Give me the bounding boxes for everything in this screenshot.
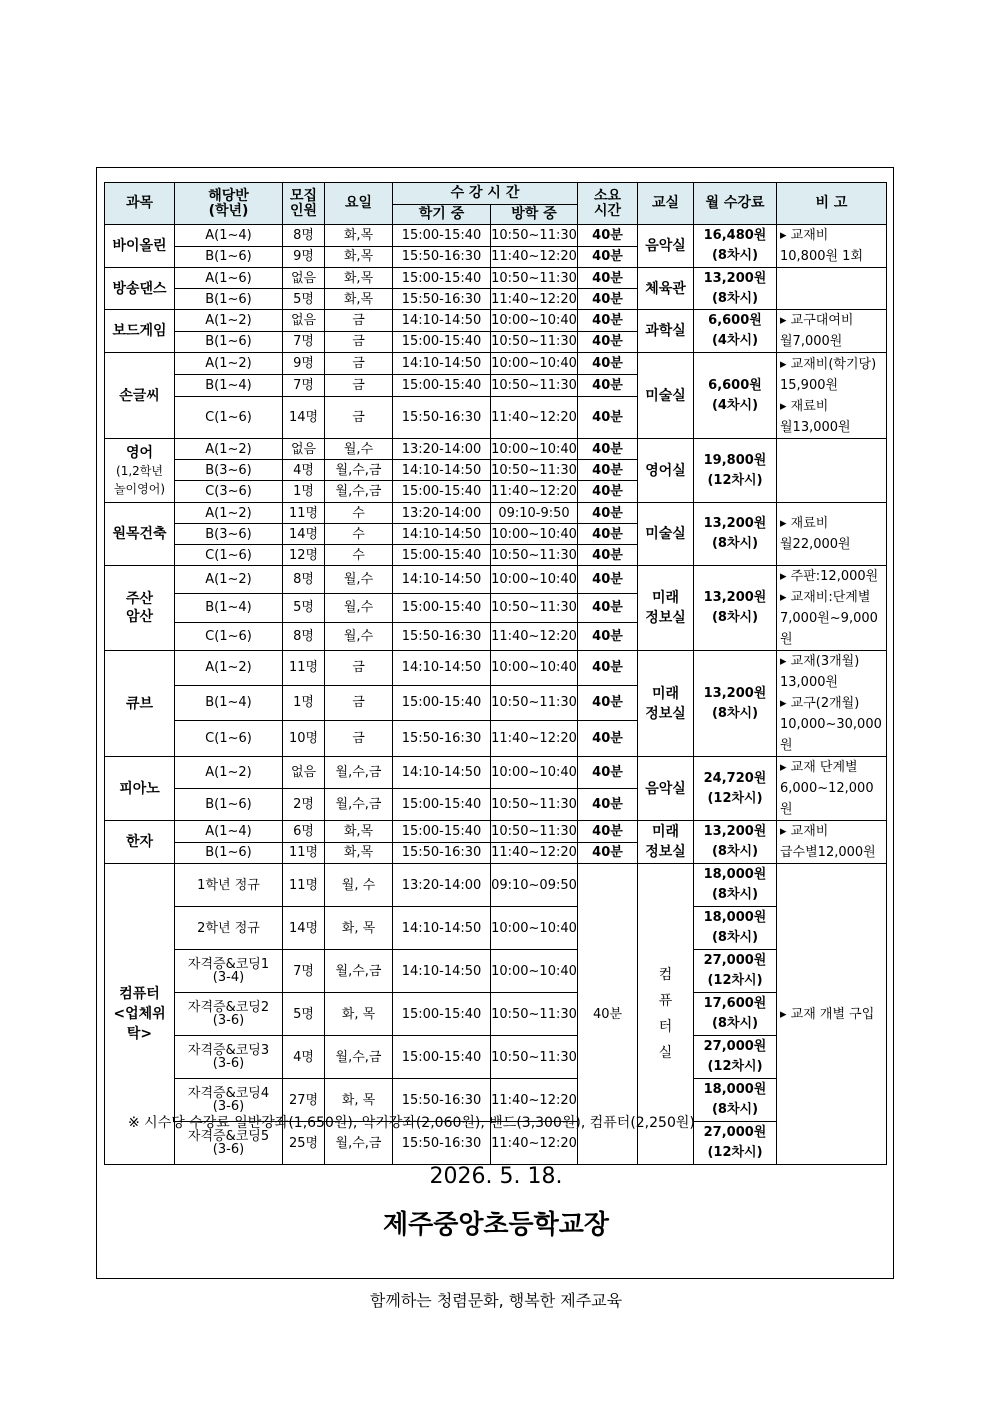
capacity-cell: 2명 — [283, 789, 325, 821]
note-cell: ▸ 교재비 10,800원 1회 — [777, 225, 887, 268]
header-vacation: 방학 중 — [491, 205, 578, 225]
class-cell: C(1~6) — [175, 622, 283, 650]
table-row — [105, 439, 887, 460]
semester-time-cell: 13:20-14:00 — [393, 864, 491, 907]
duration-cell: 40분 — [578, 439, 638, 460]
days-cell: 월,수 — [325, 566, 393, 594]
duration-cell: 40분 — [578, 545, 638, 566]
vacation-time-cell: 11:40~12:20 — [491, 246, 578, 268]
vacation-time-cell: 10:00~10:40 — [491, 950, 578, 993]
duration-cell: 40분 — [578, 246, 638, 268]
class-cell: B(1~6) — [175, 789, 283, 821]
subject-name: 원목건축 — [112, 526, 167, 542]
subject-subtitle: (1,2학년 놀이영어) — [113, 463, 166, 496]
days-cell: 금 — [325, 353, 393, 375]
fee-cell: 18,000원 (8차시) — [694, 907, 777, 950]
fee-cell: 13,200원 (8차시) — [694, 268, 777, 310]
capacity-cell: 없음 — [283, 268, 325, 289]
class-cell: B(1~6) — [175, 246, 283, 268]
semester-time-cell: 15:50-16:30 — [393, 246, 491, 268]
capacity-cell: 27명 — [283, 1079, 325, 1122]
fee-cell: 13,200원 (8차시) — [694, 566, 777, 651]
class-cell: 자격증&코딩2 (3-6) — [175, 993, 283, 1036]
table-row — [105, 503, 887, 524]
capacity-cell: 8명 — [283, 622, 325, 650]
class-cell: A(1~2) — [175, 757, 283, 789]
class-cell: A(1~6) — [175, 268, 283, 289]
semester-time-cell: 15:00-15:40 — [393, 331, 491, 353]
room-cell: 음악실 — [638, 757, 694, 821]
vacation-time-cell: 11:40~12:20 — [491, 1079, 578, 1122]
capacity-cell: 11명 — [283, 864, 325, 907]
vacation-time-cell: 10:50~11:30 — [491, 821, 578, 843]
computer-room-label: 컴퓨터실 — [658, 967, 673, 1061]
subject-name: 바이올린 — [112, 238, 167, 254]
class-cell: B(1~6) — [175, 842, 283, 864]
semester-time-cell: 15:00-15:40 — [393, 594, 491, 622]
subject-name: 한자 — [125, 834, 154, 850]
vacation-time-cell: 10:50~11:30 — [491, 594, 578, 622]
days-cell: 금 — [325, 720, 393, 756]
class-cell: B(1~4) — [175, 594, 283, 622]
days-cell: 월,수,금 — [325, 789, 393, 821]
vacation-time-cell: 10:50~11:30 — [491, 460, 578, 481]
capacity-cell: 4명 — [283, 460, 325, 481]
table-row — [105, 225, 887, 247]
semester-time-cell: 14:10-14:50 — [393, 950, 491, 993]
semester-time-cell: 15:00-15:40 — [393, 993, 491, 1036]
fee-cell: 27,000원 (12차시) — [694, 950, 777, 993]
days-cell: 금 — [325, 331, 393, 353]
table-row — [105, 1036, 887, 1079]
table-row — [105, 821, 887, 843]
semester-time-cell: 15:50-16:30 — [393, 289, 491, 310]
subject-name: 피아노 — [119, 780, 160, 797]
room-cell: 미술실 — [638, 503, 694, 566]
note-cell: ▸ 교재비(학기당) 15,900원 ▸ 재료비 월13,000원 — [777, 353, 887, 439]
class-cell: B(1~6) — [175, 331, 283, 353]
days-cell: 월,수,금 — [325, 757, 393, 789]
room-cell: 미래 정보실 — [638, 651, 694, 757]
fee-cell: 27,000원 (12차시) — [694, 1122, 777, 1165]
fee-cell: 18,000원 (8차시) — [694, 1079, 777, 1122]
note-cell: ▸ 교구대여비 월7,000원 — [777, 310, 887, 353]
days-cell: 화,목 — [325, 225, 393, 247]
table-row — [105, 993, 887, 1036]
capacity-cell: 14명 — [283, 397, 325, 439]
document-date: 2026. 5. 18. — [429, 1164, 563, 1189]
subject-cell — [105, 651, 175, 757]
table-row — [105, 864, 887, 907]
duration-cell: 40분 — [578, 594, 638, 622]
vacation-time-cell: 10:00~10:40 — [491, 566, 578, 594]
note-cell: ▸ 교재(3개월) 13,000원 ▸ 교구(2개월) 10,000~30,000원 — [777, 651, 887, 757]
duration-cell: 40분 — [578, 289, 638, 310]
capacity-cell: 12명 — [283, 545, 325, 566]
duration-cell: 40분 — [578, 397, 638, 439]
capacity-cell: 1명 — [283, 685, 325, 720]
vacation-time-cell: 10:50~11:30 — [491, 1036, 578, 1079]
capacity-cell: 5명 — [283, 993, 325, 1036]
duration-cell: 40분 — [578, 842, 638, 864]
semester-time-cell: 14:10-14:50 — [393, 524, 491, 545]
fee-cell: 18,000원 (8차시) — [694, 864, 777, 907]
fee-cell: 13,200원 (8차시) — [694, 503, 777, 566]
fee-cell: 19,800원 (12차시) — [694, 439, 777, 503]
header-capacity: 모집 인원 — [283, 183, 325, 225]
semester-time-cell: 15:00-15:40 — [393, 375, 491, 397]
semester-time-cell: 15:00-15:40 — [393, 821, 491, 843]
capacity-cell: 11명 — [283, 503, 325, 524]
semester-time-cell: 15:50-16:30 — [393, 1079, 491, 1122]
days-cell: 수 — [325, 503, 393, 524]
semester-time-cell: 14:10-14:50 — [393, 353, 491, 375]
vacation-time-cell: 09:10~09:50 — [491, 864, 578, 907]
subject-cell — [105, 225, 175, 268]
days-cell: 월,수,금 — [325, 1036, 393, 1079]
vacation-time-cell: 10:50~11:30 — [491, 331, 578, 353]
semester-time-cell: 14:10-14:50 — [393, 651, 491, 686]
class-cell: 자격증&코딩1 (3-4) — [175, 950, 283, 993]
vacation-time-cell: 10:50~11:30 — [491, 545, 578, 566]
duration-cell: 40분 — [578, 481, 638, 503]
duration-cell: 40분 — [578, 225, 638, 247]
days-cell: 화,목 — [325, 246, 393, 268]
semester-time-cell: 15:00-15:40 — [393, 1036, 491, 1079]
subject-cell — [105, 310, 175, 353]
header-room: 교실 — [638, 183, 694, 225]
class-cell: A(1~2) — [175, 439, 283, 460]
vacation-time-cell: 11:40~12:20 — [491, 842, 578, 864]
days-cell: 화, 목 — [325, 1079, 393, 1122]
note-cell: ▸ 교재 단계별 6,000~12,000원 — [777, 757, 887, 821]
semester-time-cell: 15:50-16:30 — [393, 397, 491, 439]
room-cell: 미술실 — [638, 353, 694, 439]
table-row — [105, 353, 887, 375]
days-cell: 월,수 — [325, 594, 393, 622]
days-cell: 월,수,금 — [325, 1122, 393, 1165]
vacation-time-cell: 11:40~12:20 — [491, 1122, 578, 1165]
days-cell: 월,수 — [325, 622, 393, 650]
fee-footnote: ※ 시수당 수강료 일반강좌(1,650원), 악기강좌(2,060원), 밴드(3,300원), 컴퓨터(2,250원) — [128, 1115, 695, 1131]
class-cell: 2학년 정규 — [175, 907, 283, 950]
duration-cell: 40분 — [578, 685, 638, 720]
note-cell — [777, 439, 887, 503]
capacity-cell: 없음 — [283, 757, 325, 789]
fee-cell: 27,000원 (12차시) — [694, 1036, 777, 1079]
afterschool-schedule-table — [104, 182, 887, 1165]
capacity-cell: 없음 — [283, 439, 325, 460]
capacity-cell: 14명 — [283, 524, 325, 545]
duration-cell: 40분 — [578, 524, 638, 545]
capacity-cell: 9명 — [283, 246, 325, 268]
duration-cell: 40분 — [578, 757, 638, 789]
fee-cell: 13,200원 (8차시) — [694, 821, 777, 864]
days-cell: 화,목 — [325, 821, 393, 843]
semester-time-cell: 14:10-14:50 — [393, 566, 491, 594]
class-cell: C(1~6) — [175, 720, 283, 756]
duration-cell: 40분 — [578, 331, 638, 353]
semester-time-cell: 15:00-15:40 — [393, 481, 491, 503]
capacity-cell: 6명 — [283, 821, 325, 843]
subject-name: 주산 암산 — [125, 591, 154, 625]
class-cell: 자격증&코딩5 (3-6) — [175, 1122, 283, 1165]
vacation-time-cell: 10:50~11:30 — [491, 685, 578, 720]
semester-time-cell: 14:10-14:50 — [393, 460, 491, 481]
duration-cell: 40분 — [578, 503, 638, 524]
class-cell: B(1~6) — [175, 289, 283, 310]
class-cell: 자격증&코딩3 (3-6) — [175, 1036, 283, 1079]
days-cell: 화, 목 — [325, 907, 393, 950]
semester-time-cell: 14:10-14:50 — [393, 757, 491, 789]
class-cell: B(1~4) — [175, 685, 283, 720]
duration-cell: 40분 — [578, 566, 638, 594]
room-cell: 영어실 — [638, 439, 694, 503]
capacity-cell: 14명 — [283, 907, 325, 950]
vacation-time-cell: 11:40~12:20 — [491, 397, 578, 439]
class-cell: C(1~6) — [175, 545, 283, 566]
days-cell: 금 — [325, 651, 393, 686]
header-fee: 월 수강료 — [694, 183, 777, 225]
table-row — [105, 757, 887, 789]
capacity-cell: 1명 — [283, 481, 325, 503]
fee-cell: 16,480원 (8차시) — [694, 225, 777, 268]
class-cell: C(1~6) — [175, 397, 283, 439]
semester-time-cell: 14:10-14:50 — [393, 907, 491, 950]
note-cell: ▸ 재료비 월22,000원 — [777, 503, 887, 566]
semester-time-cell: 15:00-15:40 — [393, 268, 491, 289]
header-note: 비 고 — [777, 183, 887, 225]
room-cell: 체육관 — [638, 268, 694, 310]
days-cell: 금 — [325, 397, 393, 439]
fee-cell: 13,200원 (8차시) — [694, 651, 777, 757]
subject-cell — [105, 268, 175, 310]
fee-cell: 6,600원 (4차시) — [694, 310, 777, 353]
capacity-cell: 7명 — [283, 375, 325, 397]
days-cell: 월,수 — [325, 439, 393, 460]
semester-time-cell: 15:50-16:30 — [393, 842, 491, 864]
duration-cell: 40분 — [578, 353, 638, 375]
room-cell: 음악실 — [638, 225, 694, 268]
table-row — [105, 268, 887, 289]
duration-cell: 40분 — [578, 720, 638, 756]
capacity-cell: 5명 — [283, 289, 325, 310]
subject-name: 영어 — [125, 444, 154, 461]
subject-name: 큐브 — [125, 695, 154, 712]
header-days: 요일 — [325, 183, 393, 225]
semester-time-cell: 15:50-16:30 — [393, 1122, 491, 1165]
capacity-cell: 11명 — [283, 842, 325, 864]
semester-time-cell: 14:10-14:50 — [393, 310, 491, 332]
days-cell: 월,수,금 — [325, 950, 393, 993]
class-cell: B(3~6) — [175, 460, 283, 481]
semester-time-cell: 15:00-15:40 — [393, 545, 491, 566]
class-cell: A(1~2) — [175, 566, 283, 594]
days-cell: 월,수,금 — [325, 481, 393, 503]
vacation-time-cell: 10:00~10:40 — [491, 907, 578, 950]
subject-cell — [105, 821, 175, 864]
vacation-time-cell: 11:40~12:20 — [491, 481, 578, 503]
table-row — [105, 566, 887, 594]
class-cell: 자격증&코딩4 (3-6) — [175, 1079, 283, 1122]
vacation-time-cell: 10:00~10:40 — [491, 310, 578, 332]
capacity-cell: 9명 — [283, 353, 325, 375]
class-cell: A(1~4) — [175, 821, 283, 843]
subject-cell — [105, 439, 175, 503]
class-cell: A(1~2) — [175, 310, 283, 332]
vacation-time-cell: 10:50~11:30 — [491, 993, 578, 1036]
subject-cell — [105, 757, 175, 821]
capacity-cell: 11명 — [283, 651, 325, 686]
days-cell: 월,수,금 — [325, 460, 393, 481]
vacation-time-cell: 10:00~10:40 — [491, 524, 578, 545]
subject-name: 보드게임 — [112, 323, 167, 339]
note-cell: ▸ 주판:12,000원 ▸ 교재비:단계별 7,000원~9,000원 — [777, 566, 887, 651]
fee-cell: 17,600원 (8차시) — [694, 993, 777, 1036]
room-cell: 과학실 — [638, 310, 694, 353]
capacity-cell: 5명 — [283, 594, 325, 622]
vacation-time-cell: 10:00~10:40 — [491, 757, 578, 789]
duration-cell: 40분 — [578, 460, 638, 481]
header-duration: 소요 시간 — [578, 183, 638, 225]
computer-subject-cell: 컴퓨터 <업체위 탁> — [105, 864, 175, 1165]
table-row — [105, 310, 887, 332]
vacation-time-cell: 10:50~11:30 — [491, 375, 578, 397]
days-cell: 화,목 — [325, 268, 393, 289]
semester-time-cell: 15:50-16:30 — [393, 622, 491, 650]
semester-time-cell: 15:00-15:40 — [393, 685, 491, 720]
capacity-cell: 8명 — [283, 225, 325, 247]
capacity-cell: 25명 — [283, 1122, 325, 1165]
vacation-time-cell: 10:50~11:30 — [491, 268, 578, 289]
days-cell: 화, 목 — [325, 993, 393, 1036]
capacity-cell: 8명 — [283, 566, 325, 594]
header-semester: 학기 중 — [393, 205, 491, 225]
note-cell — [777, 268, 887, 310]
header-class: 해당반 (학년) — [175, 183, 283, 225]
days-cell: 금 — [325, 375, 393, 397]
semester-time-cell: 13:20-14:00 — [393, 439, 491, 460]
class-cell: C(3~6) — [175, 481, 283, 503]
duration-cell: 40분 — [578, 821, 638, 843]
days-cell: 화,목 — [325, 842, 393, 864]
vacation-time-cell: 10:00~10:40 — [491, 353, 578, 375]
computer-note-cell: ▸ 교재 개별 구입 — [777, 864, 887, 1165]
fee-cell: 24,720원 (12차시) — [694, 757, 777, 821]
room-cell: 미래 정보실 — [638, 566, 694, 651]
vacation-time-cell: 09:10-9:50 — [491, 503, 578, 524]
class-cell: B(3~6) — [175, 524, 283, 545]
class-cell: A(1~2) — [175, 651, 283, 686]
table-row — [105, 651, 887, 686]
duration-cell: 40분 — [578, 268, 638, 289]
school-principal-title: 제주중앙초등학교장 — [382, 1210, 610, 1240]
subject-cell — [105, 503, 175, 566]
subject-cell — [105, 566, 175, 651]
days-cell: 수 — [325, 524, 393, 545]
semester-time-cell: 15:00-15:40 — [393, 225, 491, 247]
duration-cell: 40분 — [578, 375, 638, 397]
subject-name: 방송댄스 — [112, 280, 167, 297]
footer-slogan: 함께하는 청렴문화, 행복한 제주교육 — [369, 1291, 623, 1310]
vacation-time-cell: 10:50~11:30 — [491, 789, 578, 821]
days-cell: 금 — [325, 685, 393, 720]
capacity-cell: 7명 — [283, 331, 325, 353]
semester-time-cell: 15:00-15:40 — [393, 789, 491, 821]
class-cell: 1학년 정규 — [175, 864, 283, 907]
room-cell: 미래 정보실 — [638, 821, 694, 864]
class-cell: B(1~4) — [175, 375, 283, 397]
days-cell: 금 — [325, 310, 393, 332]
vacation-time-cell: 10:00~10:40 — [491, 439, 578, 460]
table-row — [105, 907, 887, 950]
days-cell: 월, 수 — [325, 864, 393, 907]
duration-cell: 40분 — [578, 651, 638, 686]
semester-time-cell: 15:50-16:30 — [393, 720, 491, 756]
vacation-time-cell: 11:40~12:20 — [491, 622, 578, 650]
capacity-cell: 4명 — [283, 1036, 325, 1079]
header-subject: 과목 — [105, 183, 175, 225]
capacity-cell: 10명 — [283, 720, 325, 756]
subject-name: 손글씨 — [119, 387, 160, 404]
header-time: 수 강 시 간 — [393, 183, 578, 205]
class-cell: A(1~4) — [175, 225, 283, 247]
capacity-cell: 7명 — [283, 950, 325, 993]
semester-time-cell: 13:20-14:00 — [393, 503, 491, 524]
duration-cell: 40분 — [578, 310, 638, 332]
class-cell: A(1~2) — [175, 353, 283, 375]
class-cell: A(1~2) — [175, 503, 283, 524]
vacation-time-cell: 10:00~10:40 — [491, 651, 578, 686]
note-cell: ▸ 교재비 급수별12,000원 — [777, 821, 887, 864]
duration-cell: 40분 — [578, 789, 638, 821]
vacation-time-cell: 10:50~11:30 — [491, 225, 578, 247]
fee-cell: 6,600원 (4차시) — [694, 353, 777, 439]
capacity-cell: 없음 — [283, 310, 325, 332]
days-cell: 화,목 — [325, 289, 393, 310]
table-row — [105, 950, 887, 993]
duration-cell: 40분 — [578, 864, 638, 1165]
vacation-time-cell: 11:40~12:20 — [491, 289, 578, 310]
days-cell: 수 — [325, 545, 393, 566]
vacation-time-cell: 11:40~12:20 — [491, 720, 578, 756]
subject-cell — [105, 353, 175, 439]
duration-cell: 40분 — [578, 622, 638, 650]
